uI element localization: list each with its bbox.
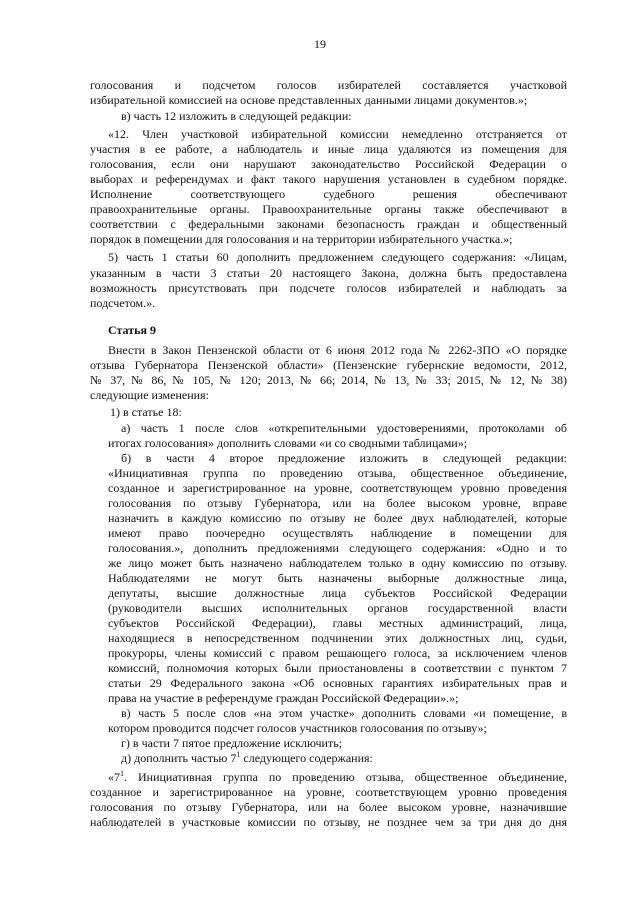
text-line: указанным в части 3 статьи 20 настоящего Закона, должна быть предоставлена	[90, 266, 567, 280]
text-line: имеют право поочередно осуществлять наблюдение в помещении для	[108, 526, 567, 540]
text-line: статьи 29 Федерального закона «Об основных гарантиях избирательных прав и	[108, 676, 567, 690]
text-line	[121, 751, 567, 766]
text-line	[108, 770, 567, 785]
text-line: г) в части 7 пятое предложение исключить;	[121, 736, 343, 750]
text-line: голосования.», дополнить предложениями следующего содержания: «Одно и то	[108, 541, 567, 555]
text-fragment: д) дополнить частью 7	[121, 751, 237, 765]
text-fragment: «7	[108, 770, 120, 784]
text-line: же лицо может быть назначено наблюдателем только в одну комиссию по отзыву.	[108, 556, 567, 570]
text-line: голосования и подсчетом голосов избирателей составляется участковой	[90, 78, 567, 92]
text-line: котором проводится подсчет голосов участников голосования по отзыву»;	[108, 721, 487, 735]
text-line: депутаты, высшие должностные лица субъектов Российской Федерации	[108, 586, 567, 600]
text-line: в) часть 5 после слов «на этом участке» дополнить словами «и помещение, в	[121, 706, 567, 720]
text-line: б) в части 4 второе предложение изложить в следующей редакции:	[121, 451, 567, 465]
text-line: (руководители высших исполнительных органов государственной власти	[108, 601, 567, 615]
text-line: голосования по отзыву Губернатора, или на более высоком уровне, назначившие	[90, 800, 567, 814]
text-line: Исполнение соответствующего судебного решения обеспечивают	[90, 187, 567, 201]
text-line: Наблюдателями не могут быть назначены выборные должностные лица,	[108, 571, 567, 585]
text-line: следующие изменения:	[90, 388, 209, 402]
superscript: 1	[120, 769, 124, 778]
text-fragment: . Инициативная группа по проведению отзыва, общественное объединение,	[124, 770, 567, 784]
article-heading: Статья 9	[108, 323, 156, 337]
text-line: «Инициативная группа по проведению отзыва, общественное объединение,	[108, 466, 567, 480]
text-line: созданное и зарегистрированное на уровне, соответствующем уровню проведения	[108, 481, 567, 495]
text-line: голосования по отзыву Губернатора, или на более высоком уровне, вправе	[108, 496, 567, 510]
text-line: соответствии с федеральными законами безопасность граждан и общественный	[90, 217, 567, 231]
text-line: 5) часть 1 статьи 60 дополнить предложением следующего содержания: «Лицам,	[108, 250, 567, 264]
text-line: голосования, если они нарушают законодательство Российской Федерации о	[90, 157, 567, 171]
text-line: комиссий, полномочия которых были приостановлены в соответствии с пунктом 7	[108, 661, 567, 675]
text-line: субъектов Российской Федерации), главы местных администраций, лица,	[108, 616, 567, 630]
text-fragment: следующего содержания:	[240, 751, 373, 765]
text-line: Внести в Закон Пензенской области от 6 июня 2012 года № 2262-ЗПО «О порядке	[108, 343, 567, 357]
text-line: 1) в статье 18:	[110, 405, 182, 419]
text-line: подсчетом.».	[90, 296, 156, 310]
text-line: № 37, № 86, № 105, № 120; 2013, № 66; 2014, № 13, № 33; 2015, № 12, № 38)	[90, 373, 567, 387]
text-line: «12. Член участковой избирательной комиссии немедленно отстраняется от	[108, 127, 567, 141]
text-line: отзыва Губернатора Пензенской области» (Пензенские губернские ведомости, 2012,	[90, 358, 567, 372]
text-line: в) часть 12 изложить в следующей редакции:	[121, 109, 352, 123]
text-line: назначить в каждую комиссию по отзыву не более двух наблюдателей, которые	[108, 511, 567, 525]
text-line: порядок в помещении для голосования и на территории избирательного участка.»;	[90, 232, 513, 246]
text-line: прокуроры, члены комиссий с правом решающего голоса, за исключением членов	[108, 646, 567, 660]
text-line: участия в ее работе, а наблюдатель и иные лица удаляются из помещения для	[90, 142, 567, 156]
text-line: находящиеся в непосредственном подчинении этих должностных лиц, судьи,	[108, 631, 567, 645]
text-line: наблюдателей в участковые комиссии по отзыву, не позднее чем за три дня до дня	[90, 815, 567, 829]
text-line: созданное и зарегистрированное на уровне, соответствующем уровню проведения	[90, 785, 567, 799]
text-line: выборах и референдумах и факт такого нарушения установлен в судебном порядке.	[90, 172, 567, 186]
text-line: правоохранительные органы. Правоохранительные органы также обеспечивают в	[90, 202, 567, 216]
text-line: избирательной комиссией на основе представленных данными лицами документов.»;	[90, 93, 528, 107]
page-number: 19	[314, 37, 326, 51]
text-line: итогах голосования» дополнить словами «и со сводными таблицами»;	[108, 436, 468, 450]
text-line: а) часть 1 после слов «открепительными удостоверениями, протоколами об	[121, 421, 567, 435]
superscript: 1	[236, 750, 241, 759]
text-line: права на участие в референдуме граждан Российской Федерации».»;	[108, 691, 459, 705]
text-line: возможность присутствовать при подсчете голосов избирателей и наблюдать за	[90, 281, 567, 295]
